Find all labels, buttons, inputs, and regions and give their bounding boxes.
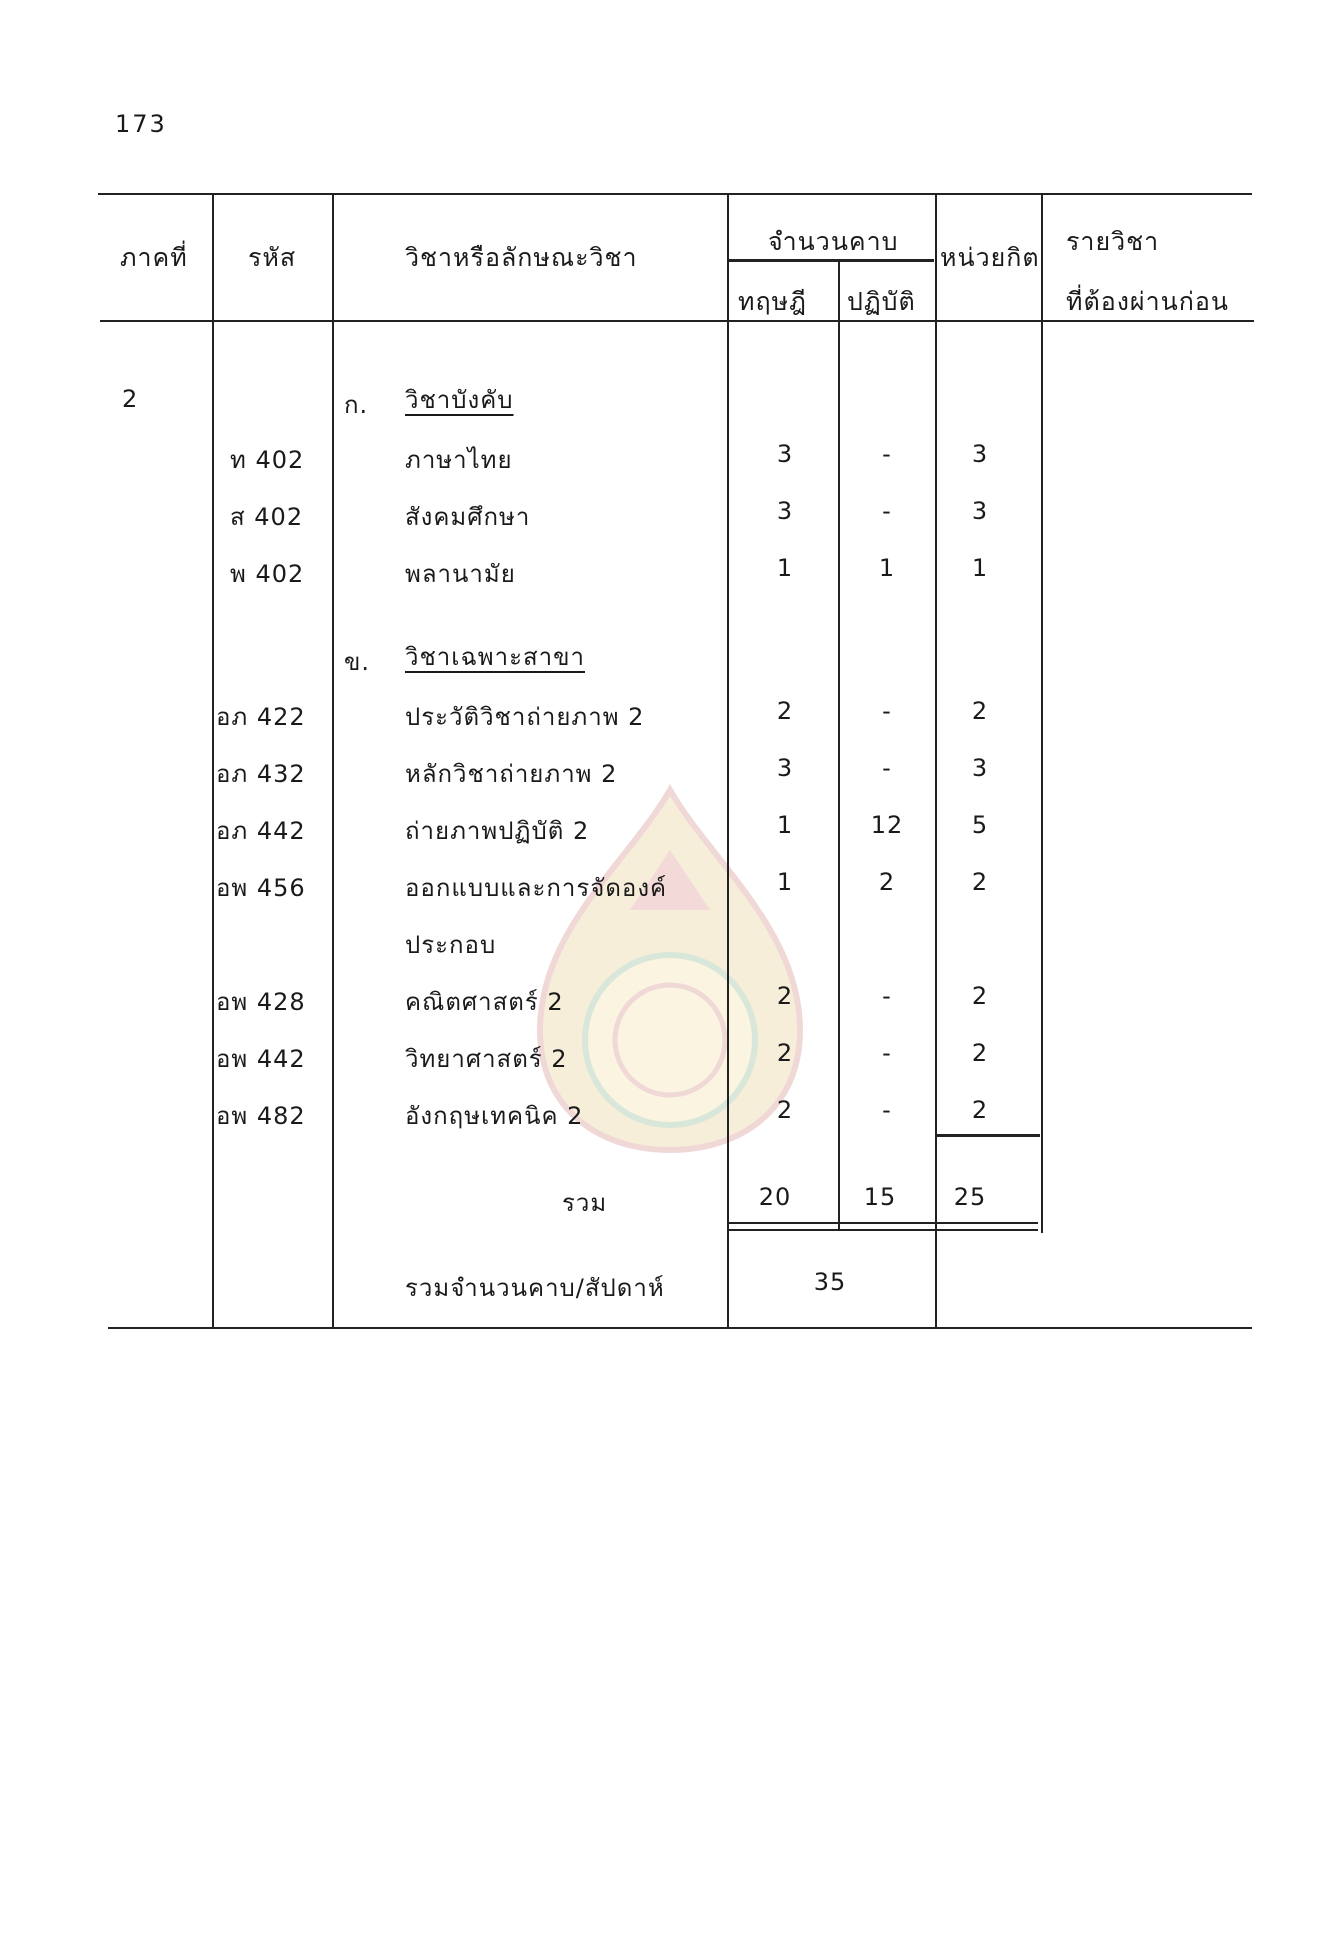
course-name: วิทยาศาสตร์ 2: [405, 1045, 568, 1073]
header-code: รหัส: [248, 243, 297, 272]
col-divider-theory: [838, 260, 840, 1230]
credits-value: 2: [971, 697, 989, 725]
practice-value: -: [882, 982, 892, 1010]
credits-value: 3: [971, 754, 989, 782]
course-name: สังคมศึกษา: [405, 503, 531, 531]
credits-value: 3: [971, 497, 989, 525]
total-practice: 15: [863, 1183, 897, 1211]
col-divider-code: [332, 193, 334, 1329]
header-credits: หน่วยกิต: [940, 243, 1040, 272]
credits-value: 2: [971, 1096, 989, 1124]
section-a-marker: ก.: [344, 391, 369, 419]
semester-value: 2: [122, 385, 139, 413]
theory-value: 2: [776, 982, 794, 1010]
practice-value: 2: [878, 868, 896, 896]
credits-value: 1: [971, 554, 989, 582]
credits-value: 2: [971, 1039, 989, 1067]
credits-value: 5: [971, 811, 989, 839]
header-subject: วิชาหรือลักษณะวิชา: [405, 243, 638, 272]
section-b-marker: ข.: [344, 648, 371, 676]
header-prerequisite-line2: ที่ต้องผ่านก่อน: [1066, 287, 1229, 316]
course-code: อภ 422: [216, 703, 306, 731]
col-divider-practice: [935, 193, 937, 1329]
course-code: ท 402: [230, 446, 305, 474]
course-code: ส 402: [230, 503, 304, 531]
course-code: อพ 442: [216, 1045, 306, 1073]
practice-value: -: [882, 697, 892, 725]
total-bottom-rule-2: [728, 1229, 1038, 1231]
course-name: หลักวิชาถ่ายภาพ 2: [405, 760, 618, 788]
course-name: ภาษาไทย: [405, 446, 513, 474]
section-a-label: วิชาบังคับ: [405, 386, 514, 414]
theory-value: 3: [776, 440, 794, 468]
practice-value: -: [882, 497, 892, 525]
theory-value: 1: [776, 868, 794, 896]
theory-value: 2: [776, 1096, 794, 1124]
total-bottom-rule-1: [728, 1222, 1038, 1224]
course-name-continued: ประกอบ: [405, 931, 497, 959]
theory-value: 1: [776, 554, 794, 582]
course-name: ถ่ายภาพปฏิบัติ 2: [405, 817, 590, 845]
header-semester: ภาคที่: [120, 243, 188, 272]
course-code: พ 402: [230, 560, 305, 588]
course-name: ออกแบบและการจัดองค์: [405, 874, 668, 902]
practice-value: -: [882, 754, 892, 782]
weekly-total-label: รวมจำนวนคาบ/สัปดาห์: [405, 1274, 665, 1302]
weekly-total-value: 35: [813, 1268, 847, 1296]
course-code: อภ 442: [216, 817, 306, 845]
top-rule: [98, 193, 1252, 195]
theory-value: 3: [776, 497, 794, 525]
course-name: พลานามัย: [405, 560, 516, 588]
course-code: อพ 482: [216, 1102, 306, 1130]
practice-value: 12: [870, 811, 904, 839]
header-theory: ทฤษฎี: [738, 287, 807, 316]
practice-value: -: [882, 1039, 892, 1067]
theory-value: 1: [776, 811, 794, 839]
theory-value: 2: [776, 697, 794, 725]
practice-value: -: [882, 440, 892, 468]
total-label: รวม: [562, 1189, 608, 1217]
course-code: อภ 432: [216, 760, 306, 788]
credits-value: 2: [971, 868, 989, 896]
subtotal-top-rule: [937, 1134, 1040, 1137]
header-periods: จำนวนคาบ: [768, 227, 899, 256]
col-divider-subject: [727, 193, 729, 1329]
page-number: 173: [115, 110, 167, 138]
section-b-label: วิชาเฉพาะสาขา: [405, 643, 585, 671]
theory-value: 2: [776, 1039, 794, 1067]
col-divider-semester: [212, 193, 214, 1329]
header-practice: ปฏิบัติ: [847, 287, 916, 316]
practice-value: -: [882, 1096, 892, 1124]
course-name: คณิตศาสตร์ 2: [405, 988, 564, 1016]
course-name: ประวัติวิชาถ่ายภาพ 2: [405, 703, 645, 731]
header-prerequisite-line1: รายวิชา: [1066, 227, 1160, 256]
bottom-rule: [108, 1327, 1252, 1329]
course-code: อพ 456: [216, 874, 306, 902]
credits-value: 2: [971, 982, 989, 1010]
course-name: อังกฤษเทคนิค 2: [405, 1102, 584, 1130]
col-divider-credits: [1041, 193, 1043, 1233]
total-credits: 25: [953, 1183, 987, 1211]
total-theory: 20: [758, 1183, 792, 1211]
theory-value: 3: [776, 754, 794, 782]
credits-value: 3: [971, 440, 989, 468]
course-code: อพ 428: [216, 988, 306, 1016]
practice-value: 1: [878, 554, 896, 582]
